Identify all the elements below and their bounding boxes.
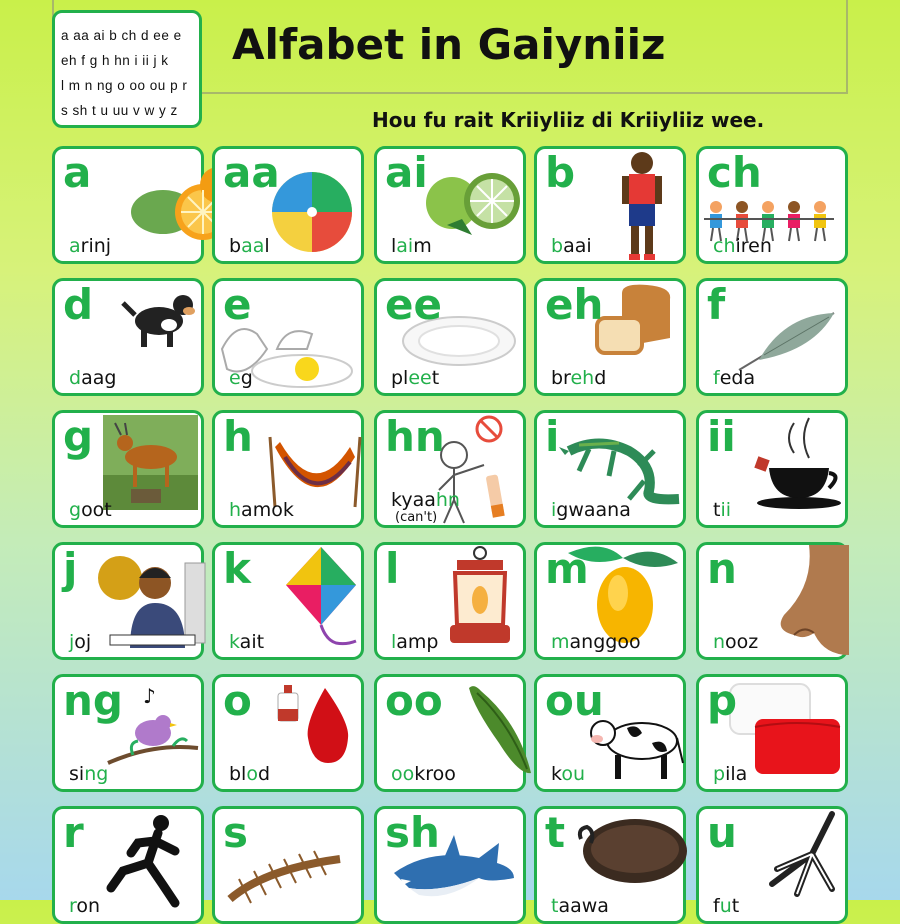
card-letter: g xyxy=(63,412,94,461)
card-letter: b xyxy=(545,148,576,197)
word-highlight: l xyxy=(391,631,397,653)
word-part: gwaana xyxy=(556,499,631,521)
word-highlight: aa xyxy=(241,235,265,257)
card-word xyxy=(229,235,270,257)
word-part: t xyxy=(713,499,721,521)
card-letter: ai xyxy=(385,148,428,197)
word-part: aai xyxy=(563,235,592,257)
word-highlight: k xyxy=(229,631,240,653)
card-word xyxy=(391,367,439,389)
teacup-icon xyxy=(754,413,844,517)
card-word xyxy=(551,235,592,257)
letter-card-n xyxy=(696,542,848,660)
kite-icon xyxy=(281,545,361,659)
card-word xyxy=(551,499,631,521)
word-part: eda xyxy=(719,367,756,389)
word-part: t xyxy=(731,895,740,917)
card-letter: n xyxy=(707,544,737,593)
card-word xyxy=(229,631,264,653)
letter-card-i xyxy=(534,410,686,528)
word-part: amok xyxy=(241,499,294,521)
word-highlight: u xyxy=(719,895,732,917)
word-highlight: b xyxy=(551,235,564,257)
word-part: l xyxy=(391,235,397,257)
card-letter: hn xyxy=(385,412,445,461)
word-part: d xyxy=(257,763,271,785)
card-letter: d xyxy=(63,280,94,329)
word-part: ait xyxy=(239,631,265,653)
mini-alphabet-row: eh f g h hn i ii j k xyxy=(61,53,169,68)
word-highlight: ai xyxy=(396,235,414,257)
pan-icon xyxy=(577,809,687,893)
page-subtitle: Hou fu rait Kriiyliiz di Kriiyliiz wee. xyxy=(372,108,765,132)
letter-card-h xyxy=(212,410,364,528)
card-word xyxy=(69,631,91,653)
card-letter: l xyxy=(385,544,400,593)
letter-card-g xyxy=(52,410,204,528)
letter-card-o xyxy=(212,674,364,792)
word-part: rinj xyxy=(80,235,112,257)
letter-card-k xyxy=(212,542,364,660)
letter-card-hn xyxy=(374,410,526,528)
word-part: ooz xyxy=(725,631,759,653)
card-word xyxy=(551,763,585,785)
word-part: aag xyxy=(81,367,117,389)
card-word xyxy=(69,763,108,785)
card-word xyxy=(69,895,100,917)
card-letter: oo xyxy=(385,676,443,725)
word-part: aawa xyxy=(558,895,609,917)
word-part: bl xyxy=(229,763,247,785)
lantern-icon xyxy=(445,545,515,659)
letter-card-d xyxy=(52,278,204,396)
card-word xyxy=(229,499,294,521)
word-highlight: t xyxy=(551,895,559,917)
okra-icon xyxy=(459,683,539,787)
judge-icon xyxy=(95,553,205,657)
word-part: m xyxy=(413,235,432,257)
card-letter: eh xyxy=(545,280,604,329)
letter-card-m xyxy=(534,542,686,660)
letter-card-s xyxy=(212,806,364,924)
card-letter: a xyxy=(63,148,92,197)
card-word xyxy=(391,489,460,511)
word-highlight: d xyxy=(69,367,82,389)
word-part: kyaa xyxy=(391,489,436,511)
card-letter: ii xyxy=(707,412,736,461)
mini-alphabet-chart xyxy=(52,10,202,128)
dog-icon xyxy=(117,283,197,367)
goat-icon xyxy=(103,415,198,514)
card-letter: e xyxy=(223,280,252,329)
card-letter: r xyxy=(63,808,84,857)
card-word xyxy=(551,631,641,653)
page-title: Alfabet in Gaiyniiz xyxy=(232,20,666,69)
letter-card-ee xyxy=(374,278,526,396)
letter-card-ng xyxy=(52,674,204,792)
card-word xyxy=(713,631,758,653)
card-letter: i xyxy=(545,412,560,461)
runner-icon xyxy=(103,813,193,907)
word-highlight: ii xyxy=(720,499,732,521)
letter-card-eh xyxy=(534,278,686,396)
letter-card-sh xyxy=(374,806,526,924)
boy-icon xyxy=(617,149,667,268)
card-letter: ou xyxy=(545,676,604,725)
word-part: oj xyxy=(74,631,92,653)
letter-card-ou xyxy=(534,674,686,792)
word-part: amp xyxy=(396,631,439,653)
word-part: g xyxy=(240,367,253,389)
word-highlight: a xyxy=(69,235,81,257)
letter-card-b xyxy=(534,146,686,264)
nose-icon xyxy=(759,545,849,659)
bird-foot-icon xyxy=(757,809,847,908)
word-part: anggoo xyxy=(569,631,641,653)
letter-card-aa xyxy=(212,146,364,264)
letter-card-l xyxy=(374,542,526,660)
svg-text:♪: ♪ xyxy=(143,684,156,708)
bread-icon xyxy=(592,283,682,367)
card-letter: o xyxy=(223,676,252,725)
card-word xyxy=(551,895,609,917)
card-word xyxy=(713,499,731,521)
word-part: br xyxy=(551,367,571,389)
card-letter: u xyxy=(707,808,737,857)
card-letter: j xyxy=(63,544,78,593)
word-part: si xyxy=(69,763,85,785)
word-highlight: ch xyxy=(713,235,736,257)
lime-icon xyxy=(417,163,527,247)
mini-alphabet-row: s sh t u uu v w y z xyxy=(61,103,178,118)
word-part: oot xyxy=(81,499,112,521)
word-highlight: oo xyxy=(391,763,415,785)
word-part: on xyxy=(76,895,101,917)
card-letter: ng xyxy=(63,676,123,725)
word-part: ila xyxy=(725,763,748,785)
word-highlight: o xyxy=(246,763,258,785)
card-note: (can't) xyxy=(395,510,438,525)
word-highlight: eh xyxy=(570,367,595,389)
letter-card-u xyxy=(696,806,848,924)
card-word xyxy=(229,763,270,785)
card-letter: ch xyxy=(707,148,762,197)
card-letter: sh xyxy=(385,808,440,857)
word-part: iren xyxy=(735,235,772,257)
card-word xyxy=(713,367,755,389)
card-word xyxy=(551,367,606,389)
card-word xyxy=(713,235,772,257)
word-highlight: p xyxy=(713,763,726,785)
card-word xyxy=(713,895,739,917)
ball-icon xyxy=(267,167,357,261)
word-highlight: r xyxy=(69,895,77,917)
blood-drop-icon xyxy=(270,683,360,772)
word-highlight: e xyxy=(229,367,241,389)
letter-card-f xyxy=(696,278,848,396)
word-highlight: h xyxy=(229,499,242,521)
card-letter: m xyxy=(545,544,589,593)
card-word xyxy=(69,235,111,257)
word-part: pl xyxy=(391,367,409,389)
card-letter: t xyxy=(545,808,566,857)
letter-card-ii xyxy=(696,410,848,528)
card-word xyxy=(69,499,112,521)
letter-card-e xyxy=(212,278,364,396)
card-word xyxy=(391,763,456,785)
card-word xyxy=(229,367,253,389)
letter-card-oo xyxy=(374,674,526,792)
card-letter: p xyxy=(707,676,738,725)
word-part: l xyxy=(264,235,270,257)
card-word xyxy=(69,367,116,389)
iguana-icon xyxy=(559,421,689,510)
mini-alphabet-row: l m n ng o oo ou p r xyxy=(61,78,188,93)
card-word xyxy=(391,631,439,653)
card-letter: aa xyxy=(223,148,280,197)
word-highlight: ou xyxy=(561,763,585,785)
word-highlight: f xyxy=(713,367,720,389)
letter-card-ai xyxy=(374,146,526,264)
word-highlight: ee xyxy=(408,367,432,389)
mini-alphabet-row: a aa ai b ch d ee e xyxy=(61,28,182,43)
word-part: f xyxy=(713,895,720,917)
word-highlight: m xyxy=(551,631,570,653)
word-highlight: hn xyxy=(435,489,460,511)
word-part: k xyxy=(551,763,562,785)
word-highlight: i xyxy=(551,499,557,521)
card-letter: k xyxy=(223,544,251,593)
word-highlight: n xyxy=(713,631,726,653)
letter-card-r xyxy=(52,806,204,924)
card-letter: h xyxy=(223,412,253,461)
card-letter: s xyxy=(223,808,248,857)
word-highlight: g xyxy=(69,499,82,521)
word-part: b xyxy=(229,235,242,257)
letter-card-t xyxy=(534,806,686,924)
word-part: d xyxy=(594,367,607,389)
word-part: t xyxy=(431,367,440,389)
card-letter: f xyxy=(707,280,726,329)
letter-card-a xyxy=(52,146,204,264)
word-highlight: ng xyxy=(84,763,109,785)
card-letter: ee xyxy=(385,280,442,329)
word-part: kroo xyxy=(414,763,456,785)
letter-card-j xyxy=(52,542,204,660)
letter-card-ch xyxy=(696,146,848,264)
letter-card-p xyxy=(696,674,848,792)
word-highlight: j xyxy=(69,631,75,653)
card-word xyxy=(713,763,747,785)
card-word xyxy=(391,235,432,257)
